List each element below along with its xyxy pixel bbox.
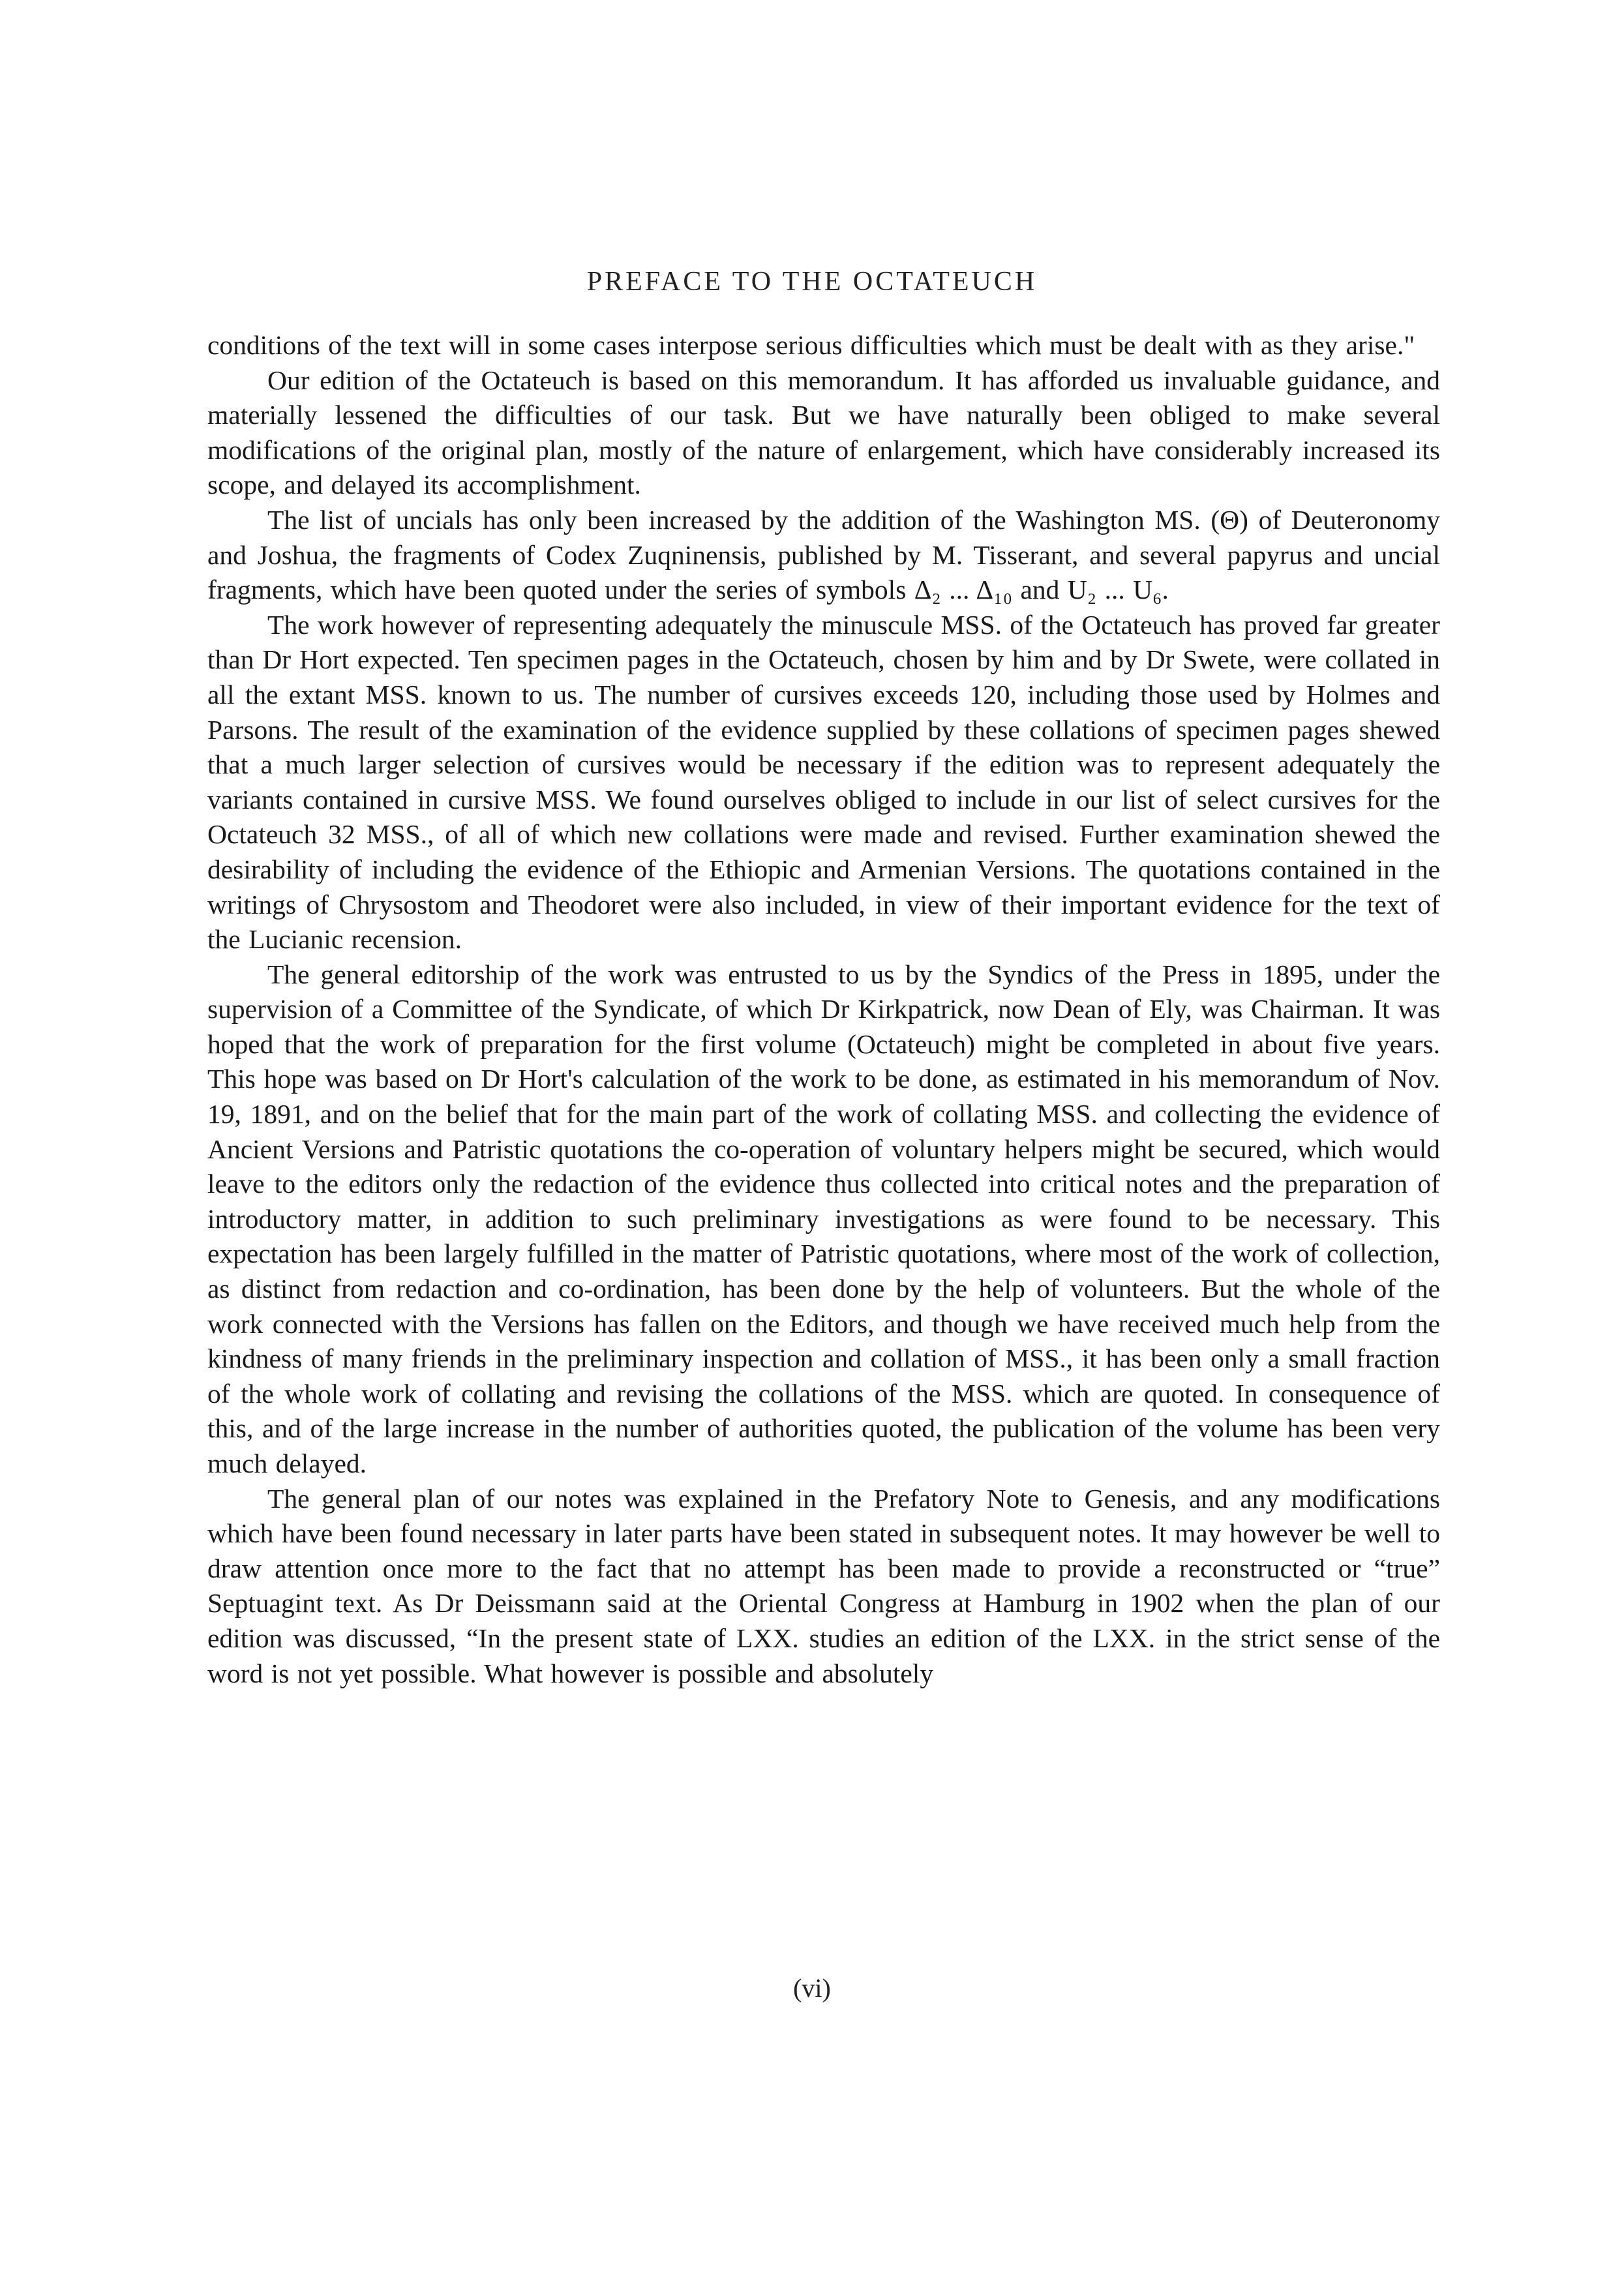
paragraph-uncials: The list of uncials has only been increased by the addition of the Washington MS. (Θ) of Deuteronomy and Joshua, the fragments of Codex Zuqninensis, published by M. Tisserant, and several papyrus and uncial fragments, which have been quoted under the series of symbols Δ₂ ... Δ₁₀ and U₂ ... U₆. [207, 504, 1440, 605]
page-number: (vi) [793, 1973, 831, 2003]
paragraph-continuation: conditions of the text will in some cases interpose serious difficulties which must be dealt with as they arise." [207, 330, 1415, 360]
paragraph-general-plan: The general plan of our notes was explained in the Prefatory Note to Genesis, and any modifications which have been found necessary in later parts have been stated in subsequent notes. It may however be well to draw attention once more to the fact that no attempt has been made to provide a reconstructed or “true” Septuagint text. As Dr Deissmann said at the Oriental Congress at Hamburg in 1902 when the plan of our edition was discussed, “In the present state of LXX. studies an edition of the LXX. in the strict sense of the word is not yet possible. What however is possible and absolutely [207, 1483, 1440, 1688]
paragraph-minuscules: The work however of representing adequately the minuscule MSS. of the Octateuch has proved far greater than Dr Hort expected. Ten specimen pages in the Octateuch, chosen by him and by Dr Swete, were collated in all the extant MSS. known to us. The number of cursives exceeds 120, including those used by Holmes and Parsons. The result of the examination of the evidence supplied by these collations of specimen pages shewed that a much larger selection of cursives would be necessary if the edition was to represent adequately the variants contained in cursive MSS. We found ourselves obliged to include in our list of select cursives for the Octateuch 32 MSS., of all of which new collations were made and revised. Further examination shewed the desirability of including the evidence of the Ethiopic and Armenian Versions. The quotations contained in the writings of Chrysostom and Theodoret were also included, in view of their important evidence for the text of the Lucianic recension. [207, 609, 1440, 955]
paragraph-editorship: The general editorship of the work was entrusted to us by the Syndics of the Press in 1895, under the supervision of a Committee of the Syndicate, of which Dr Kirkpatrick, now Dean of Ely, was Chairman. It was hoped that the work of preparation for the first volume (Octateuch) might be completed in about five years. This hope was based on Dr Hort's calculation of the work to be done, as estimated in his memorandum of Nov. 19, 1891, and on the belief that for the main part of the work of collating MSS. and collecting the evidence of Ancient Versions and Patristic quotations the co-operation of voluntary helpers might be secured, which would leave to the editors only the redaction of the evidence thus collected into critical notes and the preparation of introductory matter, in addition to such preliminary investigations as were found to be necessary. This expectation has been largely fulfilled in the matter of Patristic quotations, where most of the work of collection, as distinct from redaction and co-ordination, has been done by the help of volunteers. But the whole of the work connected with the Versions has fallen on the Editors, and though we have received much help from the kindness of many friends in the preliminary inspection and collation of MSS., it has been only a small fraction of the whole work of collating and revising the collations of the MSS. which are quoted. In consequence of this, and of the large increase in the number of authorities quoted, the publication of the volume has been very much delayed. [207, 959, 1440, 1478]
running-header: PREFACE TO THE OCTATEUCH [586, 267, 1038, 297]
body-text [207, 328, 1440, 1691]
paragraph-edition-basis: Our edition of the Octateuch is based on this memorandum. It has afforded us invaluable guidance, and materially lessened the difficulties of our task. But we have naturally been obliged to make several modifications of the original plan, mostly of the nature of enlargement, which have considerably increased its scope, and delayed its accomplishment. [207, 365, 1440, 500]
